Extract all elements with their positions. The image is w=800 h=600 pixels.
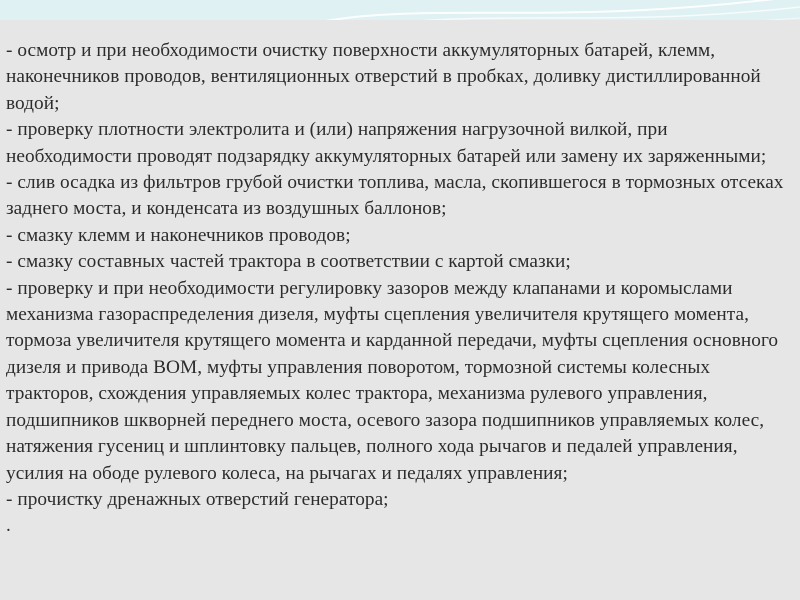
body-text (6, 38, 792, 540)
list-item: . (6, 515, 11, 537)
list-item: - прочистку дренажных отверстий генератора; (6, 488, 389, 510)
list-item: - смазку клемм и наконечников проводов; (6, 224, 351, 246)
list-item: - смазку составных частей трактора в соответствии с картой смазки; (6, 251, 571, 273)
list-item: - слив осадка из фильтров грубой очистки топлива, масла, скопившегося в тормозных отсеках заднего моста, и конденсата из воздушных баллонов; (6, 172, 784, 220)
content-panel (0, 20, 800, 600)
list-item: - проверку плотности электролита и (или) напряжения нагрузочной вилкой, при необходимости проводят подзарядку аккумуляторных батарей или замену их заряженными; (6, 119, 767, 167)
list-item: - проверку и при необходимости регулировку зазоров между клапанами и коромыслами механизма газораспределения дизеля, муфты сцепления увеличителя крутящего момента, тормоза увеличителя крутящего момента и карданной передачи, муфты сцепления основного дизеля и привода ВОМ, муфты управления поворотом, тормозной системы колесных тракторов, схождения управляемых колес трактора, механизма рулевого управления, подшипников шкворней переднего моста, осевого зазора подшипников управляемых колес, натяжения гусениц и шплинтовку пальцев, полного хода рычагов и педалей управления, усилия на ободе рулевого колеса, на рычагах и педалях управления; (6, 277, 779, 484)
list-item: - осмотр и при необходимости очистку поверхности аккумуляторных батарей, клемм, наконечников проводов, вентиляционных отверстий в пробках, доливку дистиллированной водой; (6, 40, 761, 114)
